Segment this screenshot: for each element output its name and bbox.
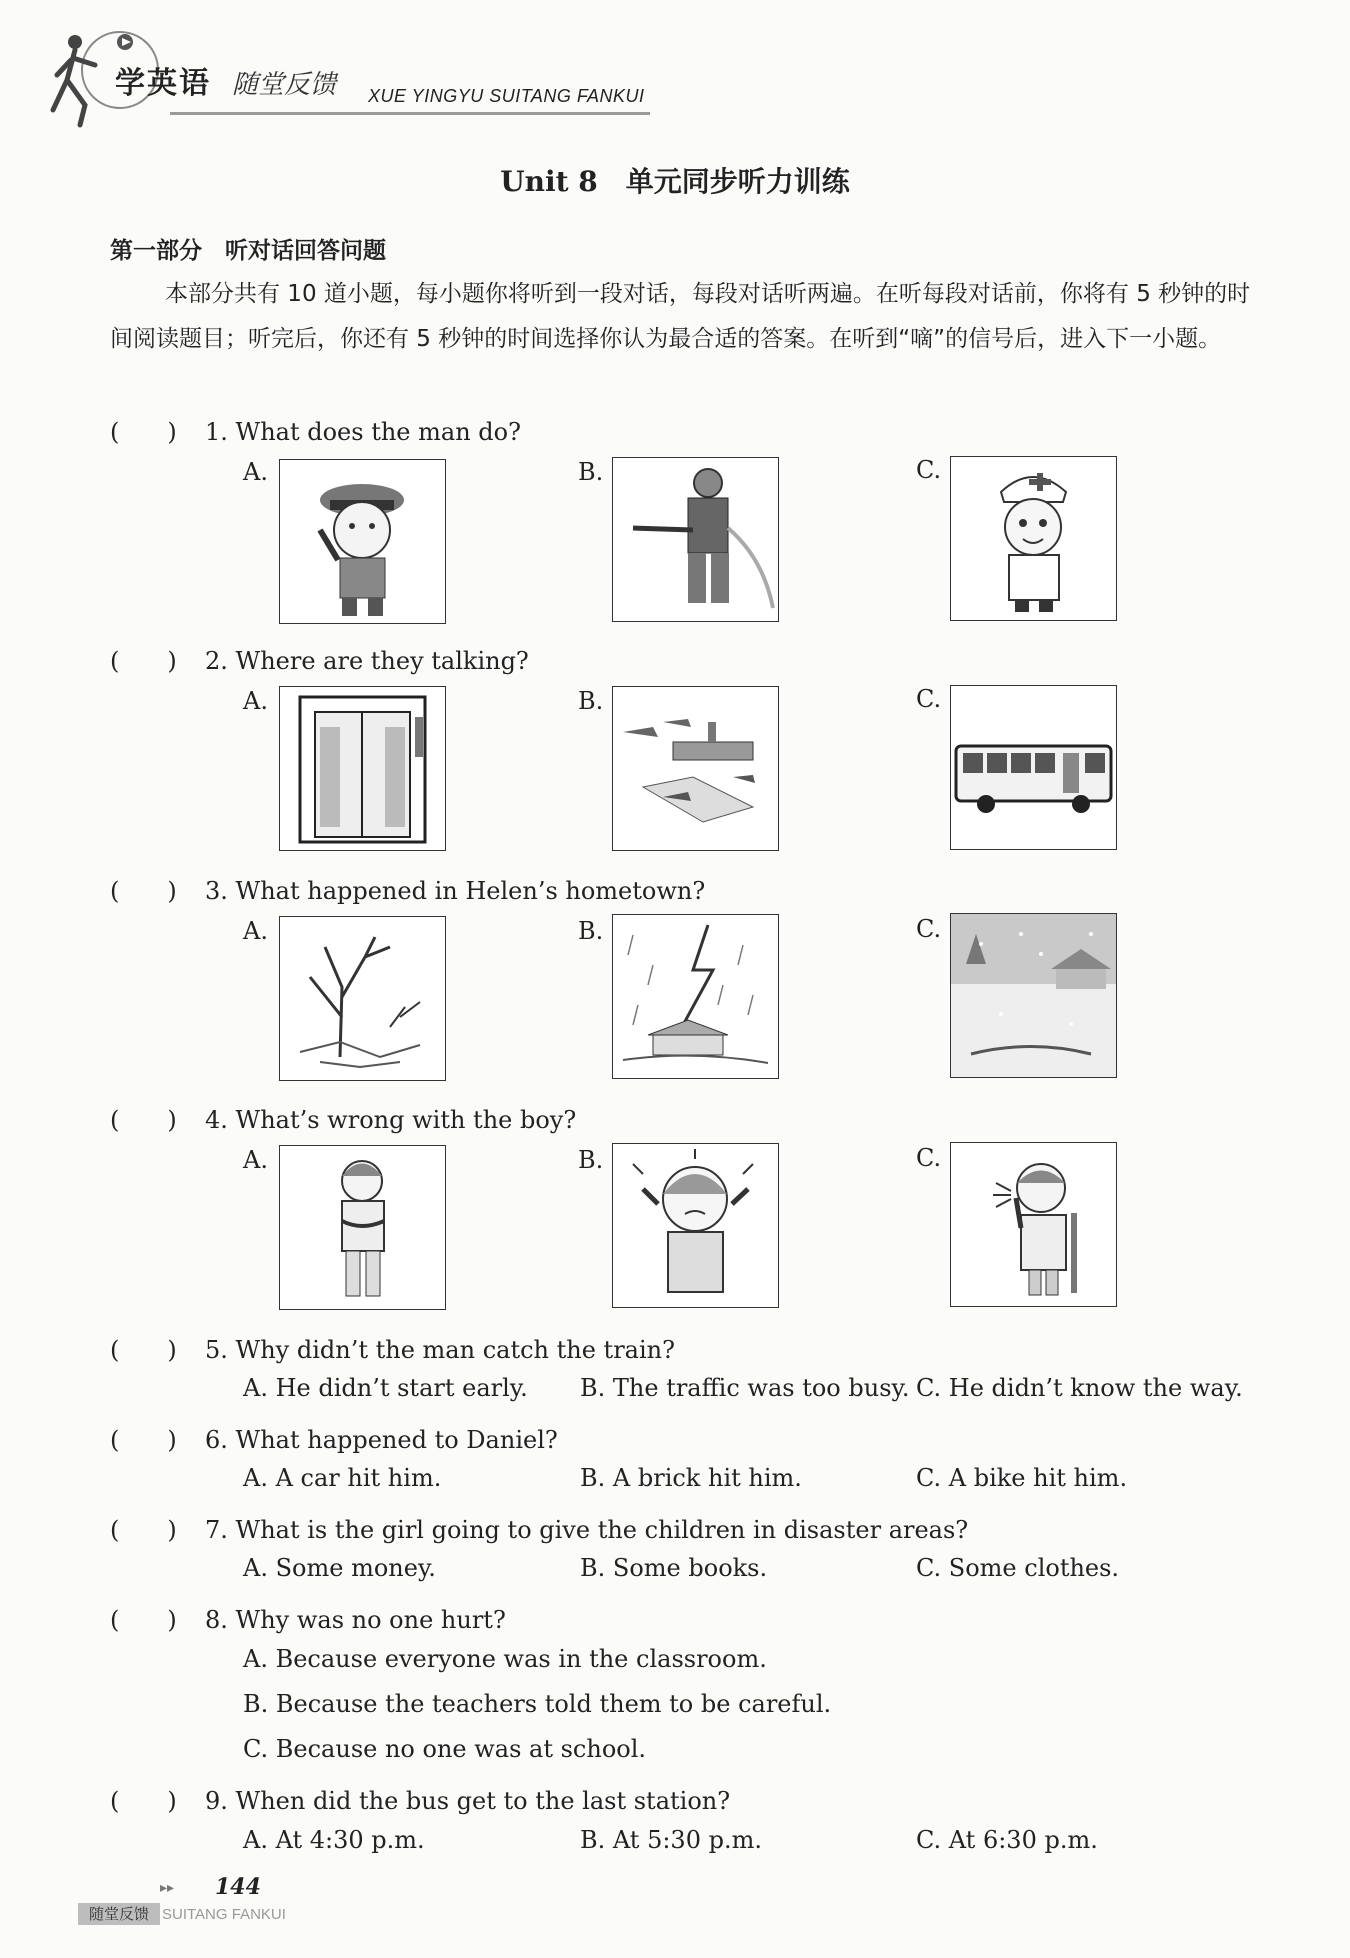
answer-bracket[interactable]: ( ) — [110, 877, 177, 905]
answer-bracket[interactable]: ( ) — [110, 647, 177, 675]
option-a[interactable]: A. At 4:30 p.m. — [243, 1826, 425, 1854]
option-b[interactable]: B. The traffic was too busy. — [580, 1374, 910, 1402]
option-c[interactable]: C. A bike hit him. — [916, 1464, 1128, 1492]
option-a[interactable]: A. He didn’t start early. — [243, 1374, 528, 1402]
option-b[interactable]: B. A brick hit him. — [580, 1464, 802, 1492]
question-6 — [110, 1420, 558, 1455]
option-c[interactable]: C. Because no one was at school. — [243, 1735, 647, 1763]
answer-bracket[interactable]: ( ) — [110, 1787, 177, 1815]
question-text: 1. What does the man do? — [205, 418, 521, 446]
option-b-label: B. — [578, 458, 604, 486]
headache-picture[interactable] — [612, 1143, 779, 1308]
option-a-label: A. — [243, 1146, 268, 1174]
option-c-label: C. — [916, 915, 942, 943]
firefighter-picture[interactable] — [612, 457, 779, 622]
cold-picture[interactable] — [950, 1142, 1117, 1307]
answer-bracket[interactable]: ( ) — [110, 418, 177, 446]
option-a[interactable]: A. Some money. — [243, 1554, 436, 1582]
header-subtitle: 随堂反馈 — [232, 70, 337, 100]
bus-picture[interactable] — [950, 685, 1117, 850]
section-instructions: 本部分共有 10 道小题，每小题你将听到一段对话，每段对话听两遍。在听每段对话前，你将有 5 秒钟的时间阅读题目；听完后，你还有 5 秒钟的时间选择你认为最合适的答案。在听到“嘀”的信号后，进入下一小题。 — [110, 281, 1251, 352]
option-c-label: C. — [916, 685, 942, 713]
answer-bracket[interactable]: ( ) — [110, 1336, 177, 1364]
storm-picture[interactable] — [612, 914, 779, 1079]
question-text: 8. Why was no one hurt? — [205, 1606, 506, 1634]
question-2 — [110, 641, 529, 676]
question-text: 6. What happened to Daniel? — [205, 1426, 558, 1454]
option-a[interactable]: A. A car hit him. — [243, 1464, 442, 1492]
question-text: 9. When did the bus get to the last station? — [205, 1787, 731, 1815]
option-c-label: C. — [916, 1144, 942, 1172]
police-officer-picture[interactable] — [279, 459, 446, 624]
question-7 — [110, 1510, 968, 1545]
question-4 — [110, 1100, 576, 1135]
answer-bracket[interactable]: ( ) — [110, 1426, 177, 1454]
header-title-en: XUE YINGYU SUITANG FANKUI — [368, 86, 645, 106]
option-b[interactable]: B. Some books. — [580, 1554, 768, 1582]
question-text: 4. What’s wrong with the boy? — [205, 1106, 577, 1134]
option-c[interactable]: C. At 6:30 p.m. — [916, 1826, 1098, 1854]
option-a-label: A. — [243, 917, 268, 945]
question-8 — [110, 1600, 506, 1635]
question-text: 3. What happened in Helen’s hometown? — [205, 877, 706, 905]
option-c-label: C. — [916, 456, 942, 484]
option-c[interactable]: C. Some clothes. — [916, 1554, 1120, 1582]
page-title: Unit 8 单元同步听力训练 — [500, 165, 850, 198]
question-text: 7. What is the girl going to give the children in disaster areas? — [205, 1516, 969, 1544]
header-title: 学英语 — [115, 66, 211, 101]
question-5 — [110, 1330, 675, 1365]
footer-arrow-icon: ▸▸ — [160, 1880, 175, 1896]
option-b[interactable]: B. At 5:30 p.m. — [580, 1826, 762, 1854]
elevator-picture[interactable] — [279, 686, 446, 851]
answer-bracket[interactable]: ( ) — [110, 1106, 177, 1134]
stomachache-picture[interactable] — [279, 1145, 446, 1310]
question-9 — [110, 1781, 730, 1816]
drought-picture[interactable] — [279, 916, 446, 1081]
question-1 — [110, 412, 521, 447]
snowstorm-picture[interactable] — [950, 913, 1117, 1078]
doctor-picture[interactable] — [950, 456, 1117, 621]
option-b-label: B. — [578, 687, 604, 715]
page-number: 144 — [215, 1874, 261, 1900]
question-text: 5. Why didn’t the man catch the train? — [205, 1336, 675, 1364]
airport-picture[interactable] — [612, 686, 779, 851]
section-title: 第一部分 听对话回答问题 — [110, 238, 386, 264]
option-b-label: B. — [578, 1146, 604, 1174]
option-b-label: B. — [578, 917, 604, 945]
option-c[interactable]: C. He didn’t know the way. — [916, 1374, 1243, 1402]
question-text: 2. Where are they talking? — [205, 647, 529, 675]
header-divider — [170, 112, 650, 115]
answer-bracket[interactable]: ( ) — [110, 1606, 177, 1634]
option-a-label: A. — [243, 687, 268, 715]
question-3 — [110, 871, 705, 906]
option-b[interactable]: B. Because the teachers told them to be careful. — [243, 1690, 832, 1718]
footer-badge-en: SUITANG FANKUI — [162, 1906, 286, 1923]
option-a-label: A. — [243, 458, 268, 486]
footer-badge: 随堂反馈 — [78, 1903, 160, 1925]
option-a[interactable]: A. Because everyone was in the classroom. — [243, 1645, 767, 1673]
answer-bracket[interactable]: ( ) — [110, 1516, 177, 1544]
